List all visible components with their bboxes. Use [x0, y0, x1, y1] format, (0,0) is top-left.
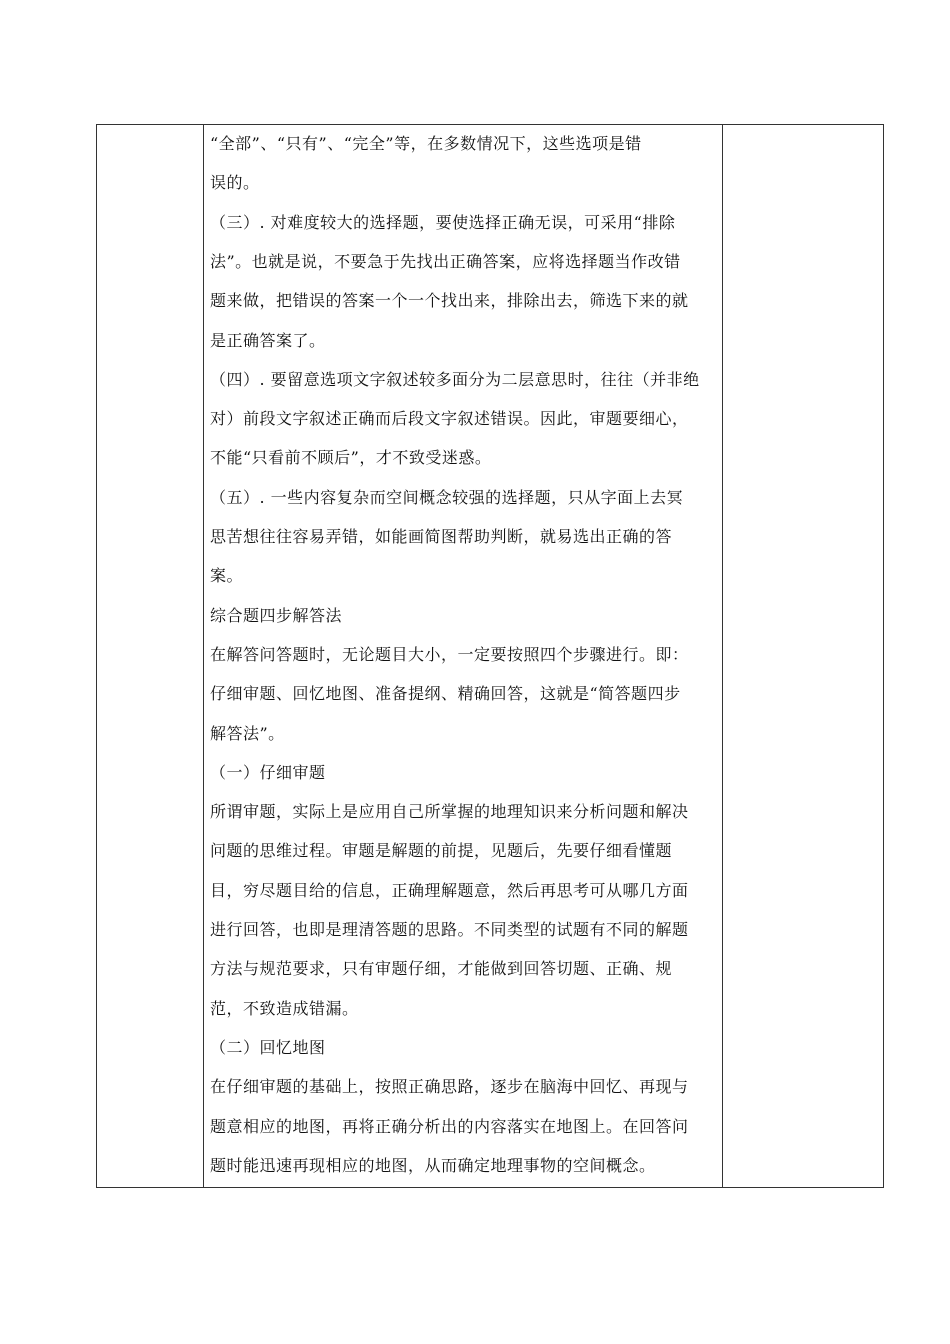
- text-line: （四）. 要留意选项文字叙述较多面分为二层意思时，往往（并非绝: [210, 369, 700, 389]
- text-line: “全部”、“只有”、“完全”等，在多数情况下，这些选项是错: [210, 134, 642, 153]
- text-line: 题意相应的地图，再将正确分析出的内容落实在地图上。在回答问: [210, 1116, 689, 1136]
- text-line: （二）回忆地图: [210, 1037, 326, 1057]
- text-line: （五）. 一些内容复杂而空间概念较强的选择题，只从字面上去冥: [210, 487, 684, 507]
- text-line: 不能“只看前不顾后”，才不致受迷惑。: [210, 448, 492, 468]
- text-line: 范，不致造成错漏。: [210, 998, 359, 1018]
- text-line: 思苦想往往容易弄错，如能画简图帮助判断，就易选出正确的答: [210, 527, 673, 546]
- column-divider-left: [203, 125, 204, 1187]
- text-line: 综合题四步解答法: [210, 605, 343, 625]
- text-line: 是正确答案了。: [210, 330, 326, 350]
- text-line: 在仔细审题的基础上，按照正确思路，逐步在脑海中回忆、再现与: [210, 1077, 689, 1097]
- text-line: 法”。也就是说，不要急于先找出正确答案，应将选择题当作改错: [210, 251, 681, 271]
- text-line: 案。: [210, 566, 244, 586]
- text-line: 问题的思维过程。审题是解题的前提，见题后，先要仔细看懂题: [210, 841, 673, 861]
- text-line: 进行回答，也即是理清答题的思路。不同类型的试题有不同的解题: [210, 920, 689, 939]
- text-line: 对）前段文字叙述正确而后段文字叙述错误。因此，审题要细心，: [210, 409, 689, 429]
- text-line: 所谓审题，实际上是应用自己所掌握的地理知识来分析问题和解决: [210, 802, 689, 822]
- text-line: 解答法”。: [210, 723, 285, 743]
- text-line: 目，穷尽题目给的信息，正确理解题意，然后再思考可从哪几方面: [210, 880, 689, 900]
- text-line: （一）仔细审题: [210, 762, 326, 782]
- text-line: 方法与规范要求，只有审题仔细，才能做到回答切题、正确、规: [210, 959, 673, 979]
- column-divider-right: [722, 125, 723, 1187]
- text-line: 题时能迅速再现相应的地图，从而确定地理事物的空间概念。: [210, 1155, 656, 1175]
- text-line: 误的。: [210, 173, 260, 193]
- text-line: （三）. 对难度较大的选择题，要使选择正确无误，可采用“排除: [210, 212, 676, 232]
- text-line: 在解答问答题时，无论题目大小，一定要按照四个步骤进行。即：: [210, 644, 689, 664]
- text-line: 题来做，把错误的答案一个一个找出来，排除出去，筛选下来的就: [210, 291, 689, 311]
- text-line: 仔细审题、回忆地图、准备提纲、精确回答，这就是“简答题四步: [210, 684, 681, 704]
